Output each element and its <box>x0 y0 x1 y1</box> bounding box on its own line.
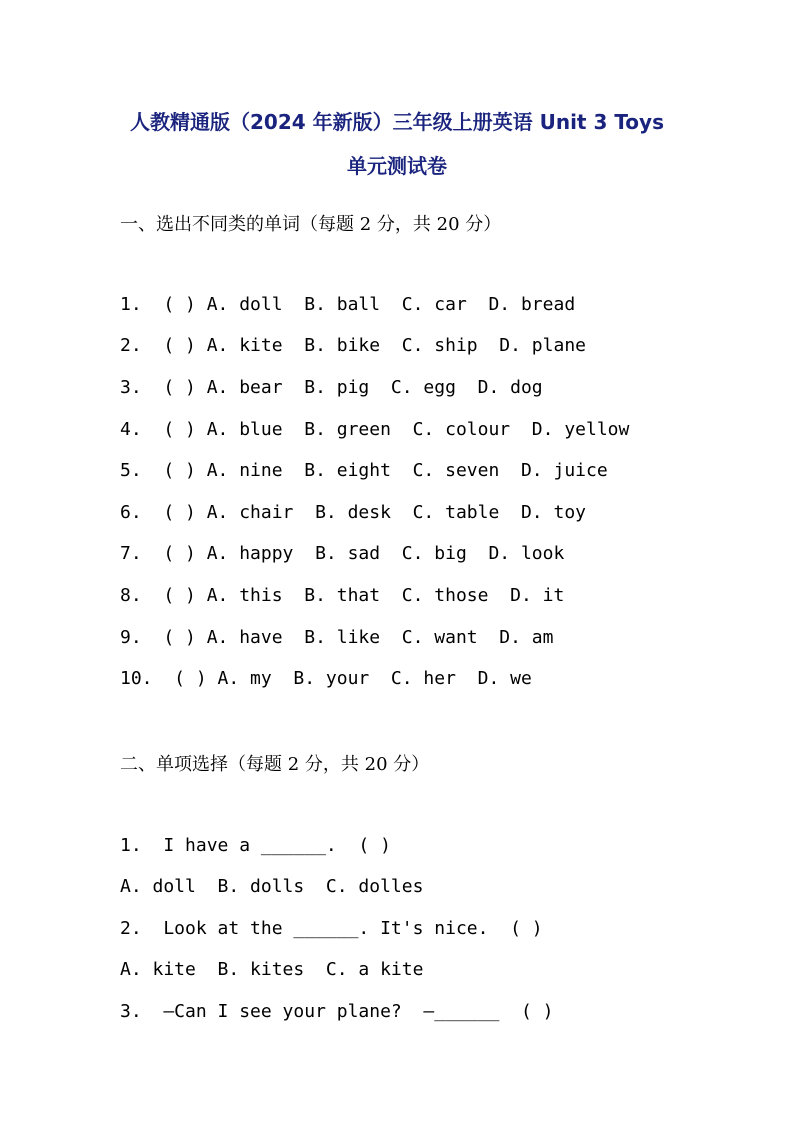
question-line: 7. ( ) A. happy B. sad C. big D. look <box>120 543 565 564</box>
question-line: 6. ( ) A. chair B. desk C. table D. toy <box>120 502 586 523</box>
options-line: A. doll B. dolls C. dolles <box>120 876 424 897</box>
question-line: 8. ( ) A. this B. that C. those D. it <box>120 585 565 606</box>
question-line: 9. ( ) A. have B. like C. want D. am <box>120 627 554 648</box>
question-line: 4. ( ) A. blue B. green C. colour D. yellow <box>120 419 630 440</box>
question-line: 2. Look at the ______. It's nice. ( ) <box>120 918 543 939</box>
question-line: 2. ( ) A. kite B. bike C. ship D. plane <box>120 335 586 356</box>
question-line: 5. ( ) A. nine B. eight C. seven D. juice <box>120 460 608 481</box>
section-1-heading: 一、选出不同类的单词（每题 2 分，共 20 分） <box>120 214 502 235</box>
worksheet-subtitle: 单元测试卷 <box>347 154 447 178</box>
section-2-heading: 二、单项选择（每题 2 分，共 20 分） <box>120 754 430 775</box>
question-line: 1. ( ) A. doll B. ball C. car D. bread <box>120 294 576 315</box>
question-line: 3. —Can I see your plane? —______ ( ) <box>120 1001 554 1022</box>
worksheet-title: 人教精通版（2024 年新版）三年级上册英语 Unit 3 Toys <box>130 110 664 134</box>
question-line: 10. ( ) A. my B. your C. her D. we <box>120 668 532 689</box>
question-line: 3. ( ) A. bear B. pig C. egg D. dog <box>120 377 543 398</box>
options-line: A. kite B. kites C. a kite <box>120 959 424 980</box>
question-line: 1. I have a ______. ( ) <box>120 835 391 856</box>
